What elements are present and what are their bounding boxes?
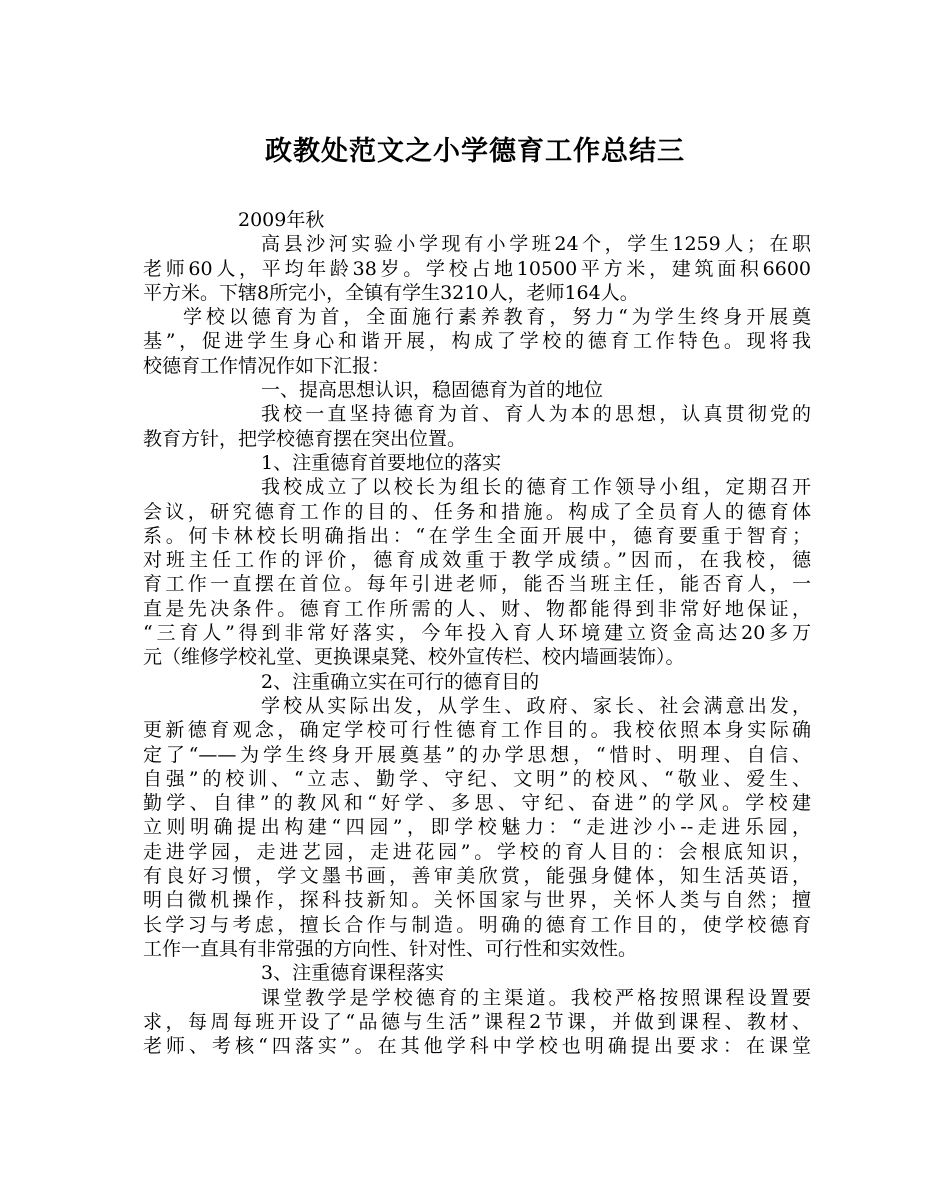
text-line: 一、提高思想认识，稳固德育为首的地位 [261,379,604,402]
text-line: 育工作一直摆在首位。每年引进老师，能否当班主任，能否育人，一 [143,573,811,596]
text-line: 元（维修学校礼堂、更换课桌凳、校外宣传栏、校内墙画装饰）。 [143,646,685,669]
document-title: 政教处范文之小学德育工作总结三 [265,136,685,167]
text-line: 课堂教学是学校德育的主渠道。我校严格按照课程设置要 [261,986,811,1009]
text-line: 平方米。下辖8所完小，全镇有学生3210人，老师164人。 [143,281,639,304]
text-line: 自强”的校训、“立志、勤学、守纪、文明”的校风、“敬业、爱生、 [143,767,811,790]
text-line: 更新德育观念，确定学校可行性德育工作目的。我校依照本身实际确 [143,719,811,742]
text-line: 学校从实际出发，从学生、政府、家长、社会满意出发， [261,694,811,717]
text-line: 3、注重德育课程落实 [261,962,445,985]
text-line: 校德育工作情况作如下汇报： [143,354,391,377]
text-line: 直是先决条件。德育工作所需的人、财、物都能得到非常好地保证， [143,597,811,620]
text-line: 我校一直坚持德育为首、育人为本的思想，认真贯彻党的 [261,403,811,426]
text-line: 教育方针，把学校德育摆在突出位置。 [143,427,467,450]
text-line: 我校成立了以校长为组长的德育工作领导小组，定期召开 [261,476,811,499]
text-line: 老师、考核“四落实”。在其他学科中学校也明确提出要求：在课堂 [143,1035,811,1058]
text-line: 有良好习惯，学文墨书画，善审美欣赏，能强身健体，知生活英语， [143,865,811,888]
text-line: 学校以德育为首，全面施行素养教育，努力“为学生终身开展奠 [183,306,811,329]
text-line: “三育人”得到非常好落实，今年投入育人环境建立资金高达20多万 [143,622,811,645]
text-line: 工作一直具有非常强的方向性、针对性、可行性和实效性。 [143,937,638,960]
text-line: 长学习与考虑，擅长合作与制造。明确的德育工作目的，使学校德育 [143,913,811,936]
text-line: 明白微机操作，探科技新知。关怀国家与世界，关怀人类与自然；擅 [143,889,811,912]
text-line: 对班主任工作的评价，德育成效重于教学成绩。”因而，在我校，德 [143,549,811,572]
text-line: 求，每周每班开设了“品德与生活”课程2节课，并做到课程、教材、 [143,1010,811,1033]
text-line: 高县沙河实验小学现有小学班24个，学生1259人；在职 [261,233,811,256]
text-line: 定了“——为学生终身开展奠基”的办学思想，“惜时、明理、自信、 [143,743,811,766]
text-line: 基”，促进学生身心和谐开展，构成了学校的德育工作特色。现将我 [143,330,811,353]
text-line: 1、注重德育首要地位的落实 [261,451,502,474]
text-line: 立则明确提出构建“四园”，即学校魅力：“走进沙小--走进乐园， [143,816,811,839]
text-line: 2009年秋 [238,209,325,231]
text-line: 勤学、自律”的教风和“好学、多思、守纪、奋进”的学风。学校建 [143,792,811,815]
document-body [143,208,811,1058]
text-line: 系。何卡林校长明确指出：“在学生全面开展中，德育要重于智育； [143,524,811,547]
text-line: 会议，研究德育工作的目的、任务和措施。构成了全员育人的德育体 [143,500,811,523]
text-line: 走进学园，走进艺园，走进花园”。学校的育人目的：会根底知识， [143,840,811,863]
text-line: 老师60人，平均年龄38岁。学校占地10500平方米，建筑面积6600 [143,257,811,280]
text-line: 2、注重确立实在可行的德育目的 [261,670,540,693]
